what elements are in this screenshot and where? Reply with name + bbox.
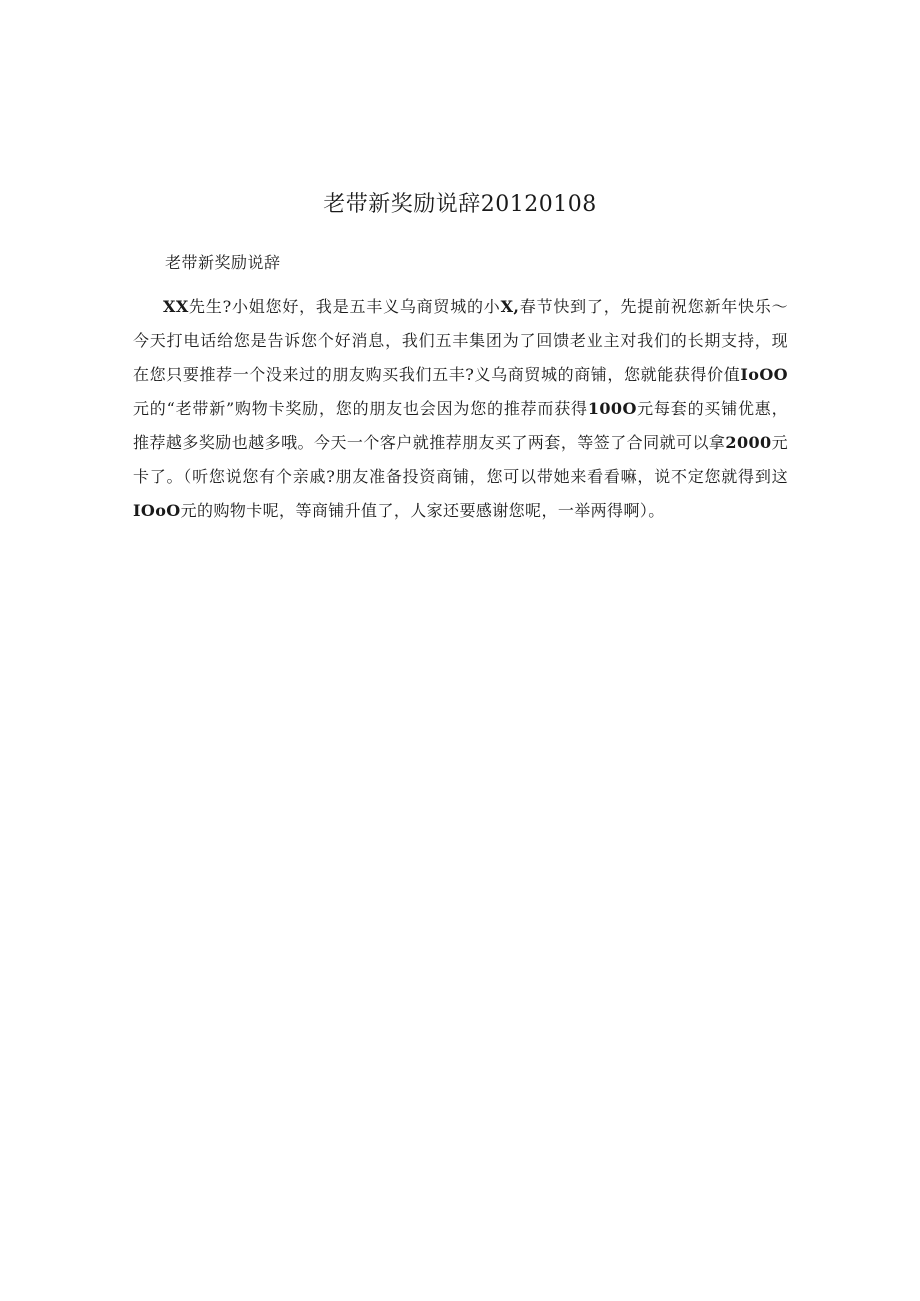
- text-run-bold: 2000: [725, 433, 772, 452]
- text-run-bold: X,: [500, 297, 520, 316]
- text-run-bold: 100O: [587, 399, 637, 418]
- body-paragraph: [133, 290, 788, 528]
- document-title: 老带新奖励说辞20120108: [323, 192, 597, 217]
- text-run: 先生?小姐您好，我是五丰义乌商贸城的小: [188, 297, 501, 316]
- text-run: 元卡了。（听您说您有个亲戚?朋友准备投资商铺，您可以带她来看看嘛，说不定您就得到这: [133, 433, 789, 486]
- text-run-bold: XX: [163, 297, 189, 316]
- text-run: 元的“老带新”购物卡奖励，您的朋友也会因为您的推荐而获得: [133, 399, 588, 418]
- text-run: 元每套的买铺优惠，推荐越多奖励也越多哦。今天一个客户就推荐朋友买了两套，等签了合同就可以拿: [133, 399, 789, 452]
- text-run: 春节快到了，先提前祝您新年快乐～今天打电话给您是告诉您个好消息，我们五丰集团为了回馈老业主对我们的长期支持，现在您只要推荐一个没来过的朋友购买我们五丰?义乌商贸城的商铺，您就能获得价值: [133, 297, 788, 384]
- document-subtitle: 老带新奖励说辞: [165, 253, 281, 272]
- text-run-bold: IOoO: [133, 501, 181, 520]
- text-run-bold: IoOO: [740, 365, 788, 384]
- text-run: 元的购物卡呢，等商铺升值了，人家还要感谢您呢，一举两得啊）。: [180, 501, 665, 520]
